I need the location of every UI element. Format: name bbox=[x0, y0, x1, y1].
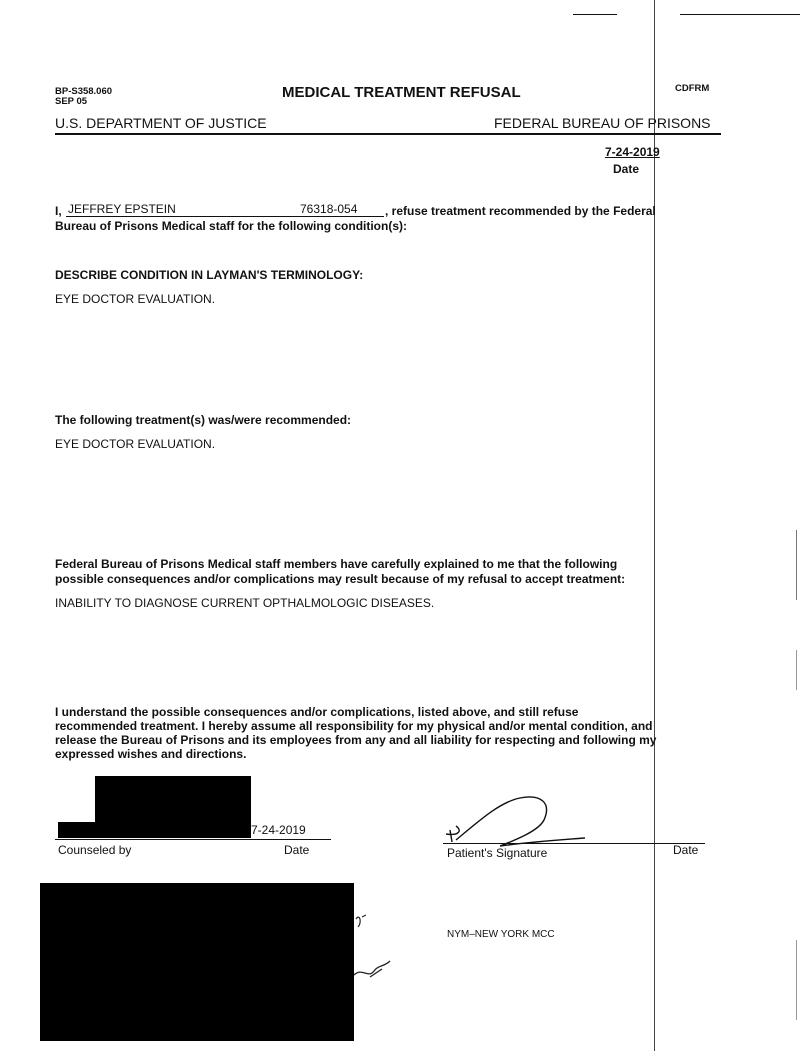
refusal-line1-rest: , refuse treatment recommended by the Federal bbox=[385, 204, 656, 218]
patient-signature-line bbox=[443, 843, 705, 844]
treatment-heading: The following treatment(s) was/were recommended: bbox=[55, 413, 352, 427]
department-name: U.S. DEPARTMENT OF JUSTICE bbox=[55, 115, 267, 131]
name-underline bbox=[66, 216, 384, 217]
handwritten-initials bbox=[352, 905, 412, 995]
redaction-counselor-name bbox=[58, 822, 251, 838]
patient-signature-scrawl bbox=[440, 790, 600, 850]
refusal-prefix: I, bbox=[55, 204, 62, 218]
bureau-name: FEDERAL BUREAU OF PRISONS bbox=[494, 115, 711, 131]
institution-name: NYM–NEW YORK MCC bbox=[447, 929, 555, 940]
redaction-counselor-signature bbox=[95, 776, 251, 824]
scan-mark bbox=[573, 14, 617, 15]
patient-name: JEFFREY EPSTEIN bbox=[68, 202, 176, 216]
consequences-text: INABILITY TO DIAGNOSE CURRENT OPTHALMOLOGIC DISEASES. bbox=[55, 596, 435, 610]
condition-heading: DESCRIBE CONDITION IN LAYMAN'S TERMINOLOGY: bbox=[55, 268, 364, 282]
patient-date-label: Date bbox=[673, 843, 699, 857]
counsel-date-label: Date bbox=[284, 843, 310, 857]
scan-edge-mark bbox=[796, 650, 797, 690]
ack-line4: expressed wishes and directions. bbox=[55, 747, 247, 761]
register-number: 76318-054 bbox=[300, 202, 358, 216]
counsel-signature-line bbox=[55, 839, 331, 840]
redaction-staff-block bbox=[40, 883, 354, 1041]
consequences-line1: Federal Bureau of Prisons Medical staff members have carefully explained to me that the following bbox=[55, 557, 618, 571]
refusal-line2: Bureau of Prisons Medical staff for the following condition(s): bbox=[55, 219, 408, 233]
form-cdfrm: CDFRM bbox=[675, 83, 710, 94]
form-code: BP-S358.060 bbox=[55, 86, 113, 97]
ack-line1: I understand the possible consequences and/or complications, listed above, and still refuse bbox=[55, 705, 579, 719]
top-date-value: 7-24-2019 bbox=[605, 145, 660, 159]
form-title: MEDICAL TREATMENT REFUSAL bbox=[282, 84, 521, 101]
ack-line2: recommended treatment. I hereby assume all responsibility for my physical and/or mental condition, and bbox=[55, 719, 653, 733]
scan-edge-mark bbox=[796, 530, 797, 600]
counsel-date-value: 7-24-2019 bbox=[251, 823, 306, 837]
header-rule bbox=[55, 133, 721, 135]
ack-line3: release the Bureau of Prisons and its employees from any and all liability for respecting and following my bbox=[55, 733, 657, 747]
form-date-code: SEP 05 bbox=[55, 96, 88, 107]
top-date-label: Date bbox=[613, 162, 640, 176]
scan-mark bbox=[680, 14, 800, 15]
condition-text: EYE DOCTOR EVALUATION. bbox=[55, 292, 216, 306]
scan-edge-mark bbox=[796, 940, 797, 1020]
counseled-by-label: Counseled by bbox=[58, 843, 132, 857]
patient-signature-label: Patient's Signature bbox=[447, 846, 548, 860]
consequences-line2: possible consequences and/or complications may result because of my refusal to accept treatment: bbox=[55, 572, 626, 586]
treatment-text: EYE DOCTOR EVALUATION. bbox=[55, 437, 216, 451]
